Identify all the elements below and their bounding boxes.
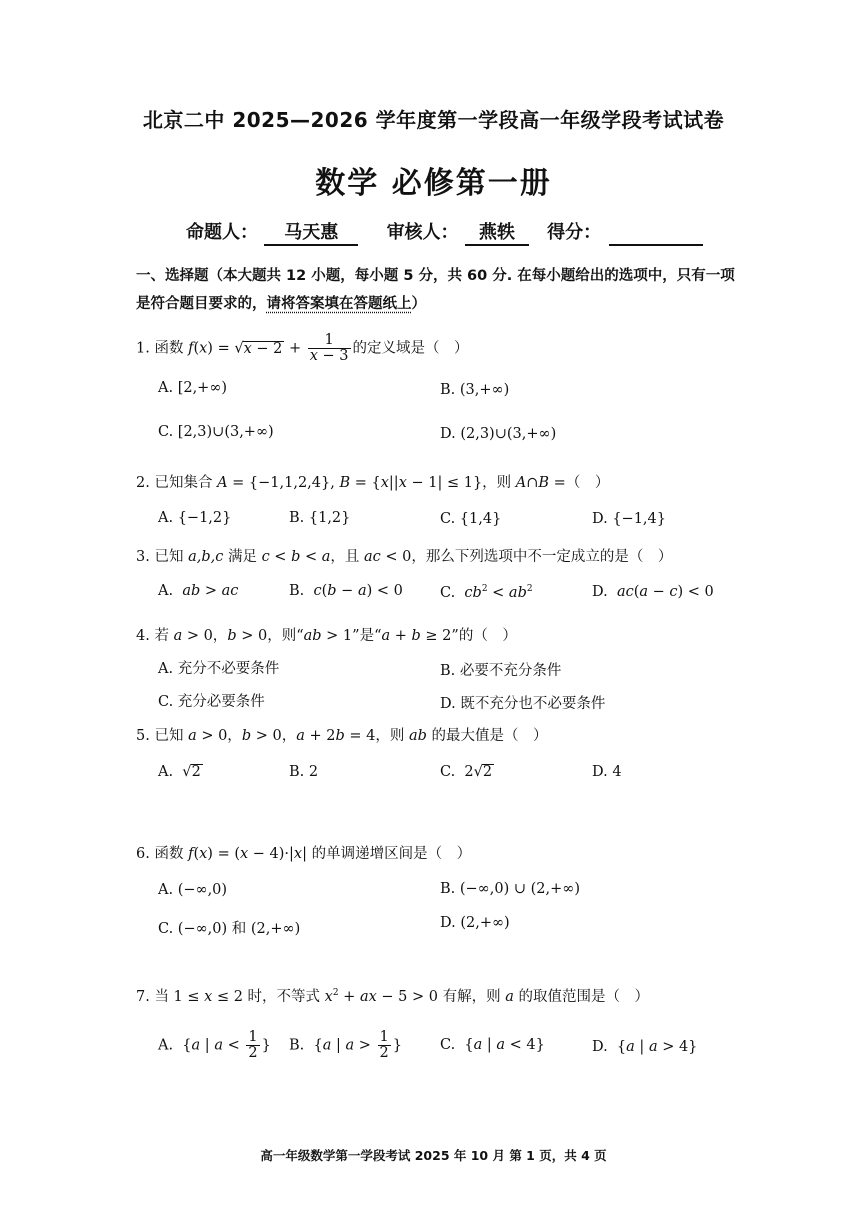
q1-option-b: B. (3,+∞) bbox=[440, 382, 510, 398]
q1-option-c: C. [2,3)∪(3,+∞) bbox=[158, 424, 274, 440]
q2-option-d: D. {−1,4} bbox=[592, 511, 666, 527]
q1-option-a: A. [2,+∞) bbox=[158, 380, 228, 396]
q7-option-c: C. {a | a < 4} bbox=[440, 1037, 545, 1053]
q3-option-d: D. ac(a − c) < 0 bbox=[592, 584, 714, 600]
school-title: 北京二中 2025—2026 学年度第一学段高一年级学段考试试卷 bbox=[142, 108, 725, 132]
question-6: 6. 函数 f(x) = (x − 4)·|x| 的单调递增区间是（ ） bbox=[136, 846, 472, 862]
q4-option-b: B. 必要不充分条件 bbox=[440, 663, 562, 679]
subject-title: 数学 必修第一册 bbox=[315, 166, 552, 201]
question-5: 5. 已知 a > 0，b > 0，a + 2b = 4，则 ab 的最大值是（ ） bbox=[136, 728, 548, 744]
q4-option-c: C. 充分必要条件 bbox=[158, 694, 265, 710]
q7-option-b: B. {a | a > $\frac{1}{2}$ } bbox=[289, 1029, 402, 1062]
section-heading-line1: 一、选择题（本大题共 12 小题，每小题 5 分，共 60 分. 在每小题给出的选项中，只有一项 bbox=[136, 268, 735, 284]
setter-label: 命题人： bbox=[186, 222, 258, 243]
score-label: 得分： bbox=[547, 222, 602, 243]
question-1: 1. 函数 f(x) = √x − 2 + $\frac{1}{x - 3}$ 的定义域是（ ） bbox=[136, 332, 469, 365]
question-7: 7. 当 1 ≤ x ≤ 2 时，不等式 $x^2$ + ax − 5 > 0 有解，则 a 的取值范围是（ ） bbox=[136, 988, 649, 1005]
reviewer-label: 审核人： bbox=[386, 222, 459, 243]
question-4: 4. 若 a > 0，b > 0，则“ab > 1”是“a + b ≥ 2”的（ ） bbox=[136, 628, 517, 644]
q3-option-a: A. ab > ac bbox=[158, 583, 239, 599]
q5-option-b: B. 2 bbox=[289, 764, 319, 780]
q4-option-d: D. 既不充分也不必要条件 bbox=[440, 696, 606, 712]
q6-option-c: C. (−∞,0) 和 (2,+∞) bbox=[158, 921, 301, 937]
question-3: 3. 已知 a,b,c 满足 c < b < a，且 ac < 0，那么下列选项中不一定成立的是（ ） bbox=[136, 549, 673, 565]
q3-option-c: C. $cb^2 < ab^2$ bbox=[440, 584, 533, 601]
q2-option-a: A. {−1,2} bbox=[158, 510, 232, 526]
q6-option-d: D. (2,+∞) bbox=[440, 915, 510, 931]
q1-option-d: D. (2,3)∪(3,+∞) bbox=[440, 426, 557, 442]
q6-option-b: B. (−∞,0) ∪ (2,+∞) bbox=[440, 881, 580, 897]
q5-option-c: C. 2√2 bbox=[440, 764, 493, 780]
q2-option-c: C. {1,4} bbox=[440, 511, 502, 527]
q4-option-a: A. 充分不必要条件 bbox=[158, 661, 280, 677]
q2-option-b: B. {1,2} bbox=[289, 510, 351, 526]
q5-option-d: D. 4 bbox=[592, 764, 622, 780]
question-2: 2. 已知集合 A = {−1,1,2,4}, B = {x||x − 1| ≤ 1}，则 A∩B =（ ） bbox=[136, 475, 610, 491]
q7-option-d: D. {a | a > 4} bbox=[592, 1039, 698, 1055]
q6-option-a: A. (−∞,0) bbox=[158, 882, 228, 898]
setter-name: 马天惠 bbox=[264, 218, 358, 246]
score-blank bbox=[609, 224, 703, 246]
q5-option-a: A. √2 bbox=[158, 764, 201, 780]
section-heading-line2: 是符合题目要求的，请将答案填在答题纸上） bbox=[136, 296, 426, 312]
q3-option-b: B. c(b − a) < 0 bbox=[289, 583, 403, 599]
author-line bbox=[186, 218, 703, 246]
q7-option-a: A. {a | a < $\frac{1}{2}$ } bbox=[158, 1029, 271, 1062]
page-footer: 高一年级数学第一学段考试 2025 年 10 月 第 1 页，共 4 页 bbox=[260, 1148, 607, 1163]
reviewer-name: 燕轶 bbox=[465, 218, 529, 246]
